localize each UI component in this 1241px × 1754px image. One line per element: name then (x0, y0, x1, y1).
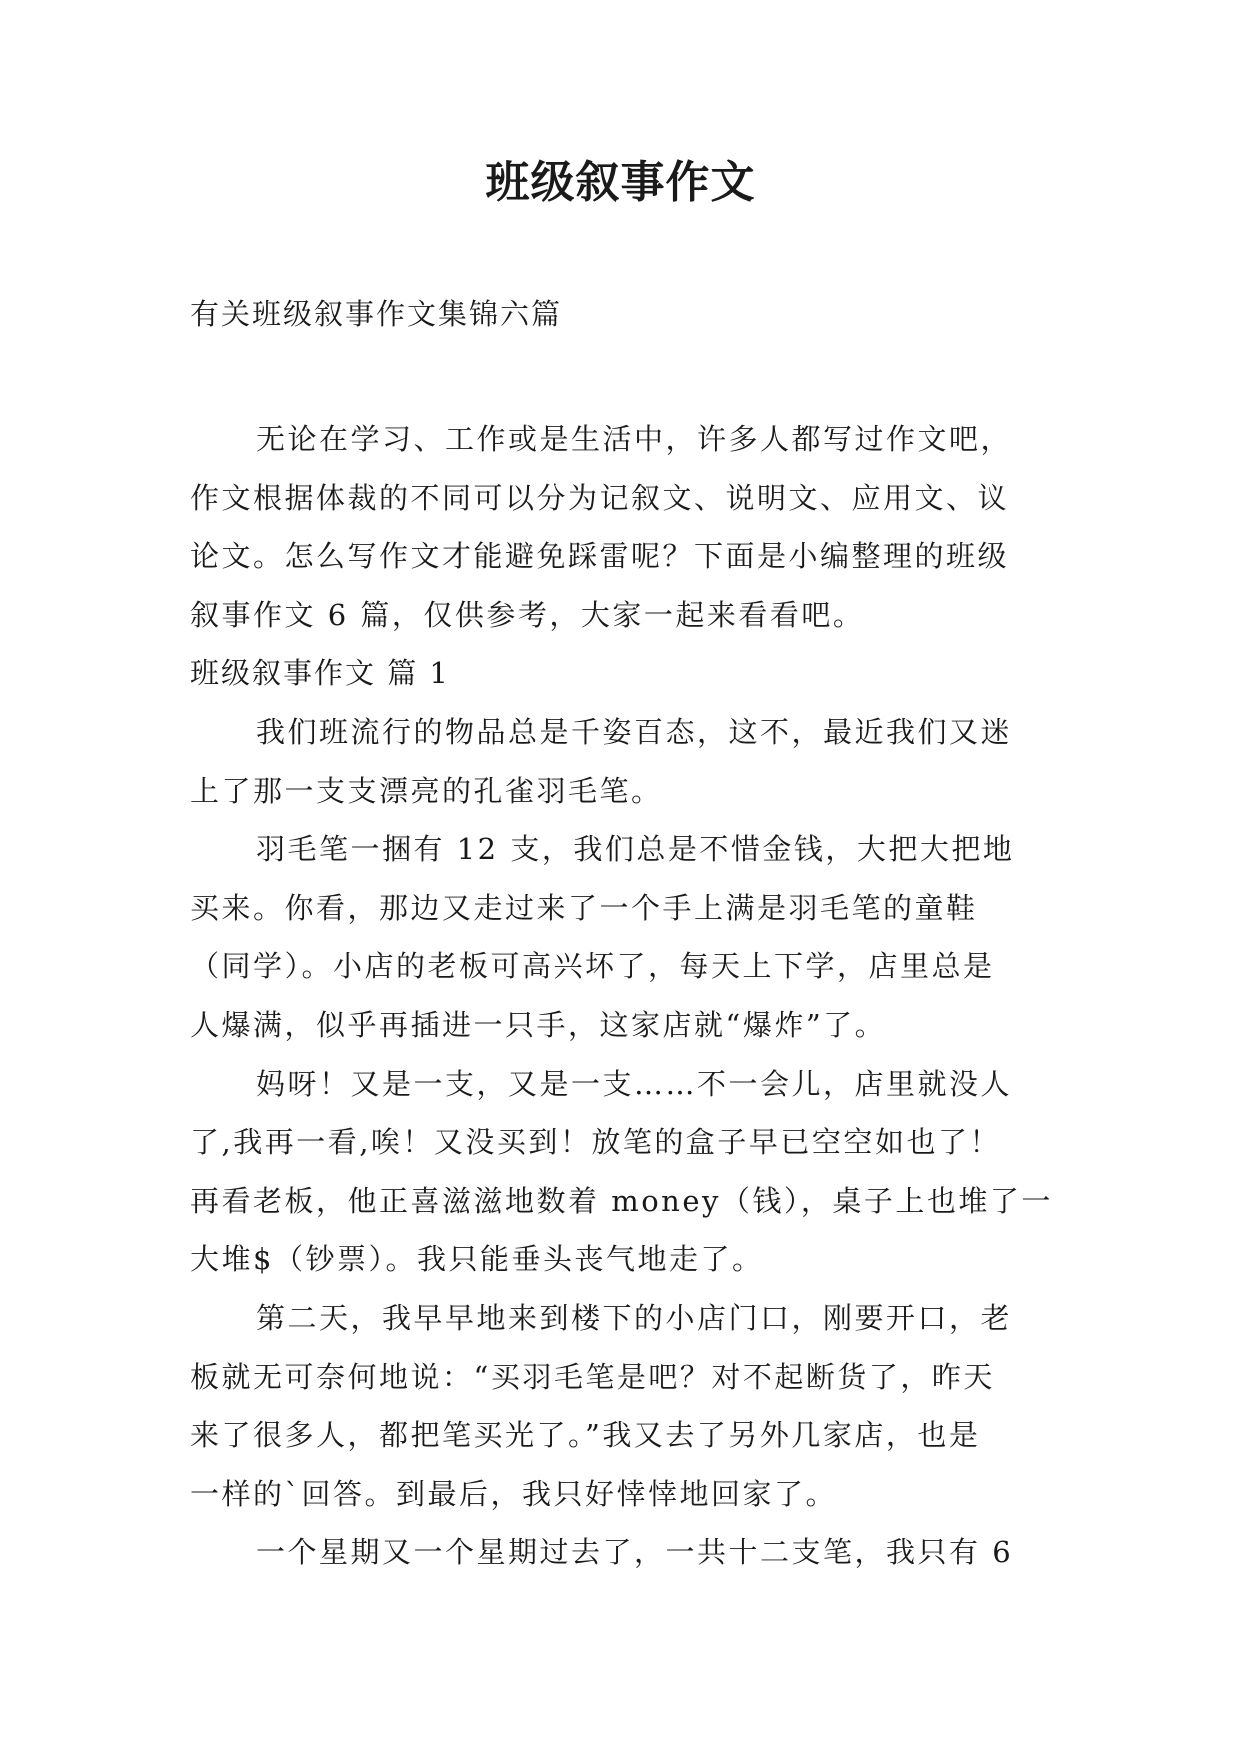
paragraph-line: 羽毛笔一捆有 12 支，我们总是不惜金钱，大把大把地 (256, 832, 1015, 867)
paragraph-line: 上了那一支支漂亮的孔雀羽毛笔。 (190, 773, 663, 808)
paragraph-line: 作文根据体裁的不同可以分为记叙文、说明文、应用文、议 (190, 480, 1010, 515)
paragraph-line: 了,我再一看,唉！又没买到！放笔的盒子早已空空如也了！ (190, 1125, 1001, 1160)
paragraph-line: 大堆$（钞票）。我只能垂头丧气地走了。 (190, 1242, 764, 1277)
paragraph-line: 板就无可奈何地说：“买羽毛笔是吧？对不起断货了，昨天 (190, 1359, 995, 1394)
section-heading: 班级叙事作文 篇 1 (190, 656, 450, 691)
document-body (190, 410, 1055, 1582)
paragraph-line: （同学）。小店的老板可高兴坏了，每天上下学，店里总是 (190, 949, 995, 984)
paragraph-line: 论文。怎么写作文才能避免踩雷呢？下面是小编整理的班级 (190, 539, 1010, 574)
paragraph-line: 妈呀！又是一支，又是一支……不一会儿，店里就没人 (256, 1066, 1013, 1101)
paragraph-line: 来了很多人，都把笔买光了。”我又去了另外几家店，也是 (190, 1418, 981, 1453)
document-subtitle: 有关班级叙事作文集锦六篇 (190, 297, 563, 331)
paragraph-line: 人爆满，似乎再插进一只手，这家店就“爆炸”了。 (190, 1007, 887, 1042)
paragraph-line: 买来。你看，那边又走过来了一个手上满是羽毛笔的童鞋 (190, 890, 978, 925)
paragraph-line: 无论在学习、工作或是生活中，许多人都写过作文吧， (256, 422, 1013, 456)
paragraph-line: 我们班流行的物品总是千姿百态，这不，最近我们又迷 (256, 714, 1013, 749)
document-title: 班级叙事作文 (485, 157, 756, 208)
paragraph-line: 叙事作文 6 篇，仅供参考，大家一起来看看吧。 (190, 597, 865, 632)
paragraph-line: 一个星期又一个星期过去了，一共十二支笔，我只有 6 (256, 1535, 1014, 1570)
paragraph-line: 再看老板，他正喜滋滋地数着 money（钱），桌子上也堆了一 (190, 1183, 1053, 1218)
paragraph-line: 一样的`回答。到最后，我只好悻悻地回家了。 (190, 1476, 838, 1511)
paragraph-line: 第二天，我早早地来到楼下的小店门口，刚要开口，老 (256, 1300, 1013, 1335)
